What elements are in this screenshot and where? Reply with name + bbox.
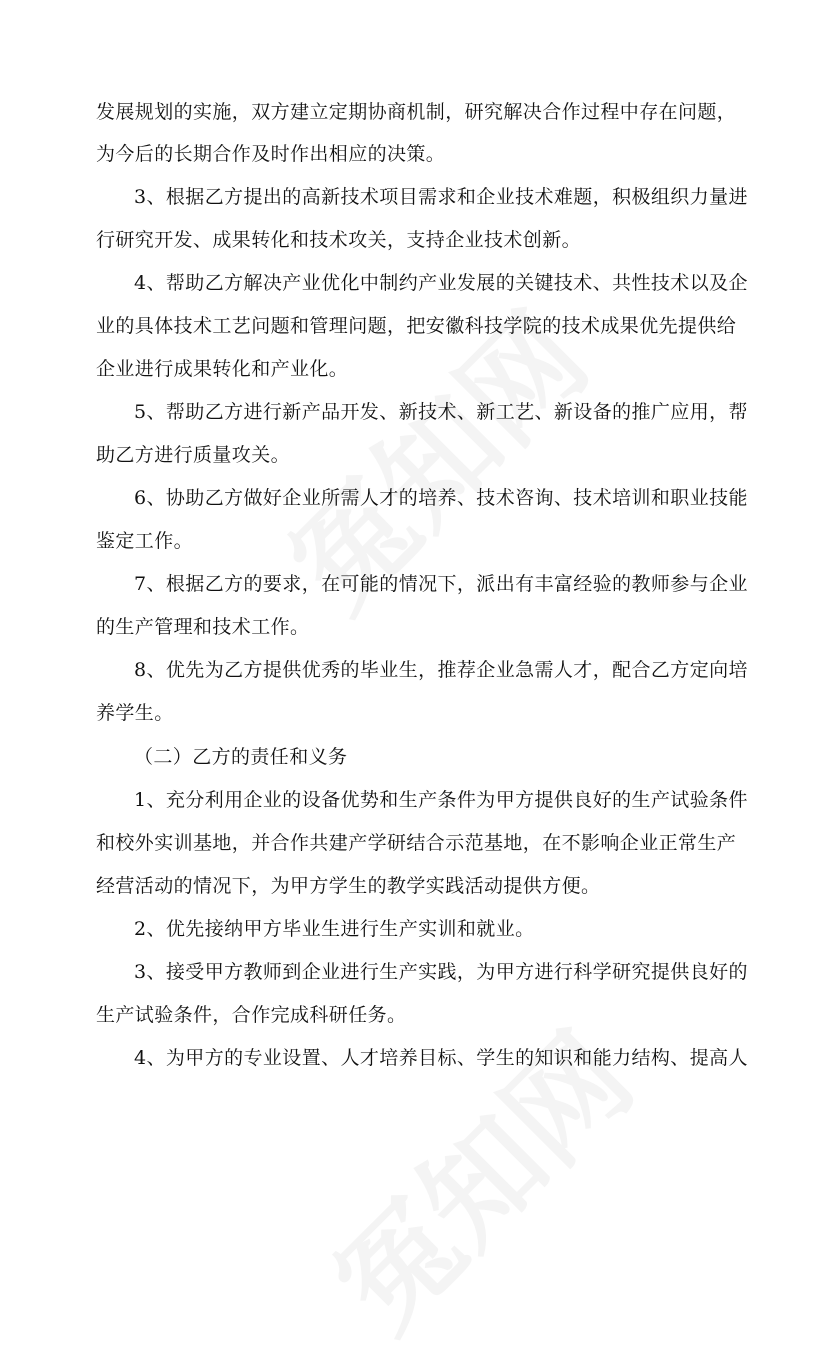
paragraph-5-line-2: 助乙方进行质量攻关。: [96, 444, 291, 466]
text-line: 为今后的长期合作及时作出相应的决策。: [96, 143, 446, 165]
paragraph-4-line-1: 4、帮助乙方解决产业优化中制约产业发展的关键技术、共性技术以及企: [134, 272, 748, 294]
paragraph-5-line-1: 5、帮助乙方进行新产品开发、新技术、新工艺、新设备的推广应用，帮: [134, 401, 748, 423]
paragraph-3-line-1: 3、根据乙方提出的高新技术项目需求和企业技术难题，积极组织力量进: [134, 186, 748, 208]
paragraph-4-line-2: 业的具体技术工艺问题和管理问题，把安徽科技学院的技术成果优先提供给: [96, 315, 737, 337]
paragraph-3-line-2: 行研究开发、成果转化和技术攻关，支持企业技术创新。: [96, 229, 582, 251]
party-b-item-1-line-2: 和校外实训基地，并合作共建产学研结合示范基地，在不影响企业正常生产: [96, 832, 737, 854]
party-b-item-3-line-1: 3、接受甲方教师到企业进行生产实践，为甲方进行科学研究提供良好的: [134, 961, 748, 983]
paragraph-7-line-1: 7、根据乙方的要求，在可能的情况下，派出有丰富经验的教师参与企业: [134, 573, 748, 595]
paragraph-8-line-1: 8、优先为乙方提供优秀的毕业生，推荐企业急需人才，配合乙方定向培: [134, 659, 748, 681]
party-b-item-2-line-1: 2、优先接纳甲方毕业生进行生产实训和就业。: [134, 918, 535, 940]
paragraph-8-line-2: 养学生。: [96, 702, 174, 724]
paragraph-7-line-2: 的生产管理和技术工作。: [96, 616, 310, 638]
text-line: 发展规划的实施，双方建立定期协商机制，研究解决合作过程中存在问题，: [96, 101, 737, 123]
paragraph-4-line-3: 企业进行成果转化和产业化。: [96, 358, 349, 380]
party-b-item-1-line-1: 1、充分利用企业的设备优势和生产条件为甲方提供良好的生产试验条件: [134, 789, 748, 811]
party-b-item-1-line-3: 经营活动的情况下，为甲方学生的教学实践活动提供方便。: [96, 875, 601, 897]
paragraph-6-line-2: 鉴定工作。: [96, 530, 194, 552]
section-heading: （二）乙方的责任和义务: [134, 746, 348, 768]
party-b-item-4-line-1: 4、为甲方的专业设置、人才培养目标、学生的知识和能力结构、提高人: [134, 1047, 748, 1069]
paragraph-6-line-1: 6、协助乙方做好企业所需人才的培养、技术咨询、技术培训和职业技能: [134, 487, 748, 509]
party-b-item-3-line-2: 生产试验条件，合作完成科研任务。: [96, 1004, 407, 1026]
